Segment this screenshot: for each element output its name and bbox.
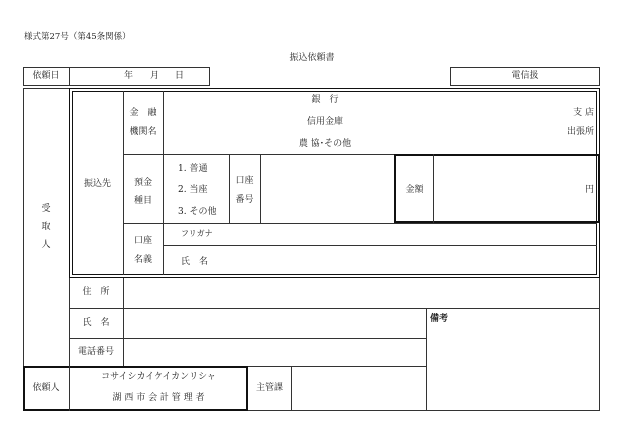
divider bbox=[123, 223, 597, 224]
day-label: 日 bbox=[175, 71, 185, 81]
office-label: 出張所 bbox=[566, 127, 594, 137]
account-number-label-1: 口座 bbox=[235, 176, 254, 186]
transfer-to-label: 振込先 bbox=[83, 179, 111, 189]
month-label: 月 bbox=[150, 71, 160, 81]
address-label: 住 所 bbox=[82, 287, 110, 297]
department-label: 主管課 bbox=[255, 383, 283, 393]
deposit-option-ordinary[interactable]: 1. 普通 bbox=[178, 164, 208, 174]
form-number: 様式第27号（第45条関係） bbox=[24, 32, 131, 42]
divider bbox=[426, 308, 427, 411]
branch-label: 支 店 bbox=[573, 108, 594, 118]
account-number-field[interactable] bbox=[261, 156, 393, 221]
account-name-label-1: 口座 bbox=[133, 236, 152, 246]
recipient-label-3: 人 bbox=[41, 240, 51, 250]
institution-label-1: 金 融 bbox=[129, 108, 157, 118]
credit-union-label: 信用金庫 bbox=[306, 117, 343, 127]
divider bbox=[69, 67, 70, 86]
furigana-label: フリガナ bbox=[181, 229, 213, 238]
divider bbox=[291, 366, 292, 411]
divider bbox=[123, 278, 124, 366]
recipient-label-2: 取 bbox=[41, 222, 51, 232]
deposit-type-label-2: 種目 bbox=[133, 196, 152, 206]
institution-label-2: 機関名 bbox=[129, 127, 157, 137]
divider bbox=[163, 91, 164, 223]
remarks-label: 備考 bbox=[430, 314, 449, 324]
agri-coop-label: 農 協･その他 bbox=[298, 139, 352, 149]
form-title: 振込依頼書 bbox=[289, 53, 335, 63]
account-holder-name-label: 氏 名 bbox=[181, 257, 209, 267]
divider bbox=[69, 308, 600, 309]
requester-label: 依頼人 bbox=[32, 383, 60, 393]
divider bbox=[163, 245, 597, 246]
bank-label: 銀 行 bbox=[311, 95, 339, 105]
year-label: 年 bbox=[124, 71, 134, 81]
deposit-option-checking[interactable]: 2. 当座 bbox=[178, 185, 208, 195]
full-name-label: 氏 名 bbox=[82, 318, 110, 328]
request-date-label: 依頼日 bbox=[32, 71, 60, 81]
account-number-label-2: 番号 bbox=[235, 195, 254, 205]
recipient-label-1: 受 bbox=[41, 204, 51, 214]
deposit-option-other[interactable]: 3. その他 bbox=[178, 207, 217, 217]
account-name-label-2: 名義 bbox=[133, 255, 152, 265]
deposit-type-label-1: 預金 bbox=[133, 178, 152, 188]
telegraph-label: 電信扱 bbox=[511, 71, 539, 81]
amount-label: 金額 bbox=[405, 185, 424, 195]
requester-kana: コサイシカイケイカンリシャ bbox=[101, 372, 216, 382]
phone-label: 電話番号 bbox=[77, 347, 114, 357]
divider bbox=[69, 338, 426, 339]
requester-name: 湖 西 市 会 計 管 理 者 bbox=[112, 393, 205, 403]
divider bbox=[163, 223, 164, 275]
yen-unit: 円 bbox=[584, 185, 594, 195]
divider bbox=[229, 154, 230, 223]
